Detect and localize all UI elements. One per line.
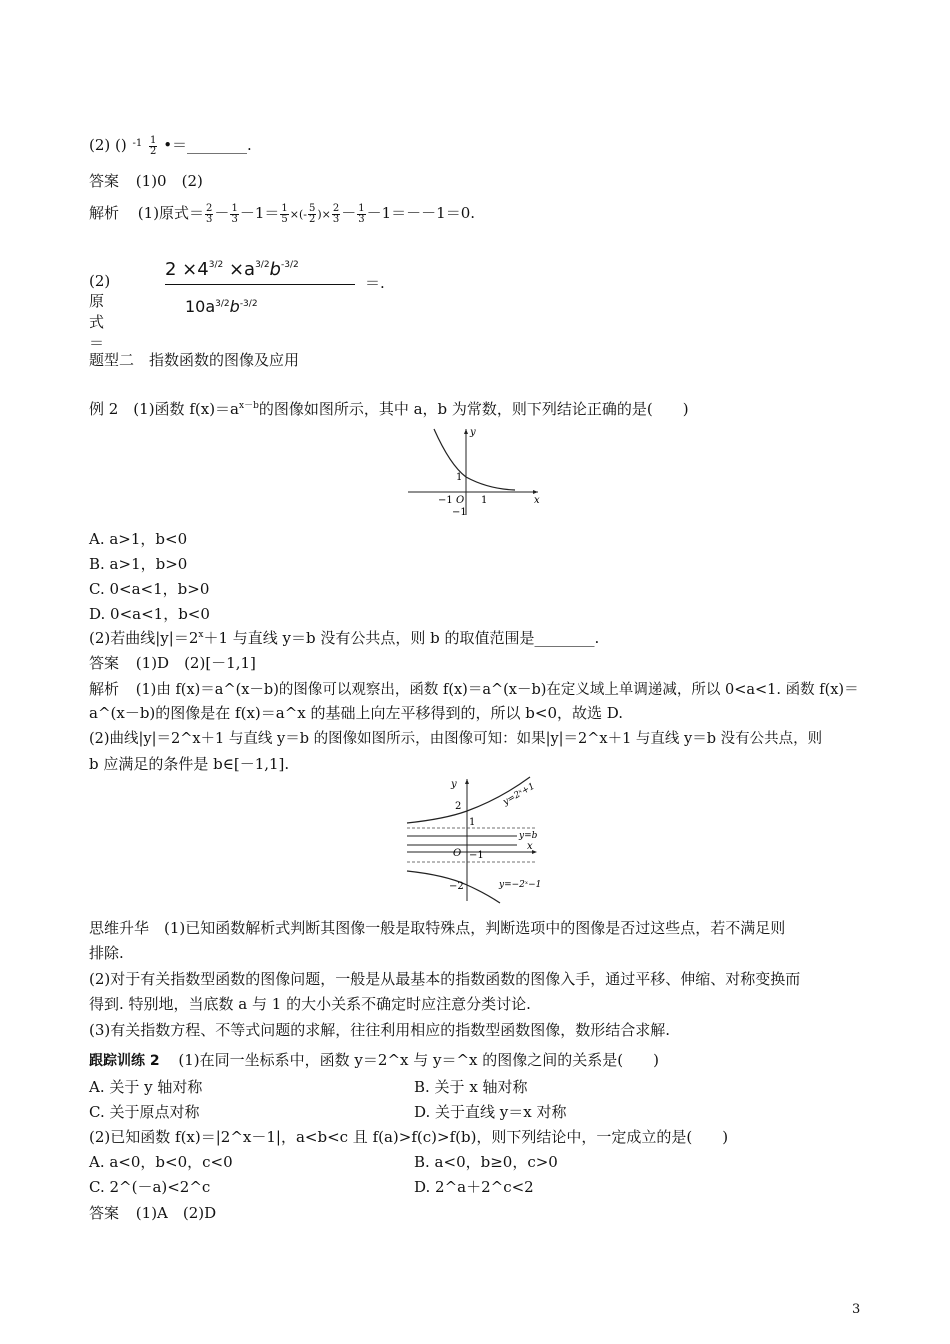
big-fraction <box>165 245 361 325</box>
section-title: 题型二 指数函数的图像及应用 <box>89 351 300 369</box>
num-exp-2: 3/2 <box>255 260 270 270</box>
graph2-curve-bot-label: y=−2ˣ−1 <box>499 880 542 890</box>
graph-2 <box>405 775 555 905</box>
part2-suffix: •＝________. <box>163 136 252 154</box>
num-a: ×a <box>228 259 256 280</box>
fraction-bar <box>165 284 355 285</box>
analysis3-line1 <box>89 679 859 700</box>
analysis-label: 解析 <box>89 204 120 222</box>
analysis3-line4: b 应满足的条件是 b∈[－1,1]. <box>89 755 290 773</box>
practice2-q1-opt-c: C. 关于原点对称 <box>89 1103 200 1121</box>
graph2-line-b-label: y=b <box>519 831 538 841</box>
example2-q1-rest: 的图像如图所示，其中 a，b 为常数，则下列结论正确的是( ) <box>258 400 689 418</box>
answer-line-3 <box>89 1203 216 1223</box>
den-exp-2: -3/2 <box>239 299 258 309</box>
answer-line-1 <box>89 171 203 191</box>
graph2-tick-2: 2 <box>455 801 462 812</box>
den-b: b <box>229 297 240 316</box>
q2-exp: x <box>198 630 204 640</box>
graph1-y-arrow <box>464 429 468 434</box>
option-b: B. a>1，b>0 <box>89 555 188 573</box>
graph2-origin: O <box>453 848 462 859</box>
thinking-line-3: (2)对于有关指数型函数的图像问题，一般是从最基本的指数函数的图像入手，通过平移、伸缩、对称变换而 <box>89 970 801 988</box>
practice2-q1-opt-a: A. 关于 y 轴对称 <box>89 1078 203 1096</box>
analysis-line-1 <box>89 203 475 225</box>
graph2-tick-m1: −1 <box>469 850 484 861</box>
answer3-text: (1)A (2)D <box>135 1204 217 1222</box>
part2-prefix: (2) () <box>89 136 127 154</box>
graph2-tick-1: 1 <box>469 817 476 828</box>
example2-q1 <box>89 399 689 419</box>
num-main: 2 ×4 <box>165 259 209 280</box>
graph1-tick-1: 1 <box>481 495 488 506</box>
analysis3-label: 解析 <box>89 680 120 698</box>
answer2-label: 答案 <box>89 654 120 672</box>
den-main: 10a <box>185 297 216 316</box>
graph2-tick-m2: −2 <box>449 881 464 892</box>
thinking-line-4: 得到. 特别地，当底数 a 与 1 的大小关系不确定时应注意分类讨论. <box>89 995 531 1013</box>
practice2-q1-opt-b: B. 关于 x 轴对称 <box>414 1078 528 1096</box>
analysis-end: －1＝－－1＝0. <box>366 204 476 222</box>
practice2-label: 跟踪训练 2 <box>89 1053 160 1069</box>
analysis3-line2: a^(x－b)的图像是在 f(x)＝a^x 的基础上向左平移得到的，所以 b<0，故选 D. <box>89 704 624 722</box>
numerator <box>165 259 299 280</box>
den-exp-1: 3/2 <box>215 299 230 309</box>
answer-line-2 <box>89 653 256 673</box>
graph1-tick-m1: −1 <box>438 495 453 506</box>
half-fraction: $\frac{1}{2}$ <box>150 134 157 157</box>
graph2-x-label: x <box>527 841 533 852</box>
graph-1 <box>400 425 550 520</box>
example2-q2-text: (2)若曲线|y|＝2 <box>89 629 199 647</box>
num-b: b <box>269 259 281 280</box>
thinking-line-5: (3)有关指数方程、不等式问题的求解，往往利用相应的指数型函数图像，数形结合求解. <box>89 1021 671 1039</box>
option-d: D. 0<a<1，b<0 <box>89 605 210 623</box>
example2-q1-text: 例 2 (1)函数 f(x)＝a <box>89 400 239 418</box>
graph1-ytick-m1: −1 <box>452 507 467 518</box>
analysis3-text1: (1)由 f(x)＝a^(x－b)的图像可以观察出，函数 f(x)＝a^(x－b)在定义域上单调递减，所以 0<a<1. 函数 f(x)＝ <box>135 682 859 698</box>
analysis3-line3: (2)曲线|y|＝2^x＋1 与直线 y＝b 的图像如图所示，由图像可知：如果|y|＝2^x＋1 与直线 y＝b 没有公共点，则 <box>89 731 823 747</box>
graph1-y-label: y <box>470 427 476 438</box>
practice2-q2-opt-b: B. a<0，b≥0，c>0 <box>414 1153 558 1171</box>
option-c: C. 0<a<1，b>0 <box>89 580 210 598</box>
practice2-q2: (2)已知函数 f(x)＝|2^x－1|，a<b<c 且 f(a)>f(c)>f(b)，则下列结论中，一定成立的是( ) <box>89 1128 729 1146</box>
practice2-q1-text: (1)在同一坐标系中，函数 y＝2^x 与 y＝^x 的图像之间的关系是( ) <box>178 1051 659 1069</box>
answer2-text: (1)D (2)[－1,1] <box>135 654 256 672</box>
practice2-q1 <box>89 1050 659 1071</box>
minus-one: －1＝ <box>239 204 280 222</box>
graph1-origin: O <box>456 495 465 506</box>
graph2-x-arrow <box>532 850 537 854</box>
minus-2: － <box>341 204 357 222</box>
graph1-x-label: x <box>534 495 540 506</box>
answer3-label: 答案 <box>89 1204 120 1222</box>
minus: － <box>214 204 230 222</box>
frac-2-3: $\frac{2}{3}$ <box>206 202 213 225</box>
graph1-x-arrow <box>533 490 538 494</box>
num-exp-3: -3/2 <box>280 260 299 270</box>
practice2-q2-opt-c: C. 2^(－a)<2^c <box>89 1178 211 1196</box>
example2-q2-rest: ＋1 与直线 y＝b 没有公共点，则 b 的取值范围是________. <box>203 629 600 647</box>
analysis-lead: (1)原式＝ <box>137 204 205 222</box>
graph2-y-label: y <box>451 779 457 790</box>
frac-1-3b: $\frac{1}{3}$ <box>358 202 365 225</box>
exponent-fraction: -1 <box>132 138 143 149</box>
frac-5-2: $\frac{5}{2}$ <box>308 202 316 225</box>
frac-2-3b: $\frac{2}{3}$ <box>332 202 340 225</box>
thinking-line-2: 排除. <box>89 944 124 962</box>
num-exp-1: 3/2 <box>208 260 224 270</box>
example2-q1-exp: x－b <box>239 401 259 411</box>
practice2-q2-opt-d: D. 2^a＋2^c<2 <box>414 1178 534 1196</box>
practice2-q2-opt-a: A. a<0，b<0，c<0 <box>89 1153 233 1171</box>
thinking-line-1: 思维升华 (1)已知函数解析式判断其图像一般是取特殊点，判断选项中的图像是否过这些点，若不满足则 <box>89 919 786 937</box>
graph1-ytick-1: 1 <box>456 472 463 483</box>
graph1-curve <box>434 429 515 490</box>
graph2-y-arrow <box>465 779 469 784</box>
frac-1-5: $\frac{1}{5}$ <box>281 202 288 225</box>
page-number: 3 <box>852 1302 861 1317</box>
frac-1-3: $\frac{1}{3}$ <box>231 202 238 225</box>
option-a: A. a>1，b<0 <box>89 530 188 548</box>
answer-text: (1)0 (2) <box>135 172 203 190</box>
analysis2-lead: (2)原式＝ <box>89 272 111 352</box>
example2-q2 <box>89 628 599 648</box>
graph2-curve-top-label: y=2ˣ+1 <box>501 781 537 808</box>
part2-line <box>89 135 252 157</box>
times: )× <box>317 208 331 221</box>
answer-label: 答案 <box>89 172 120 190</box>
denominator <box>185 297 258 316</box>
times-neg-5-2: ×(- <box>289 208 307 221</box>
analysis2-end: ＝. <box>365 274 385 292</box>
practice2-q1-opt-d: D. 关于直线 y＝x 对称 <box>414 1103 567 1121</box>
